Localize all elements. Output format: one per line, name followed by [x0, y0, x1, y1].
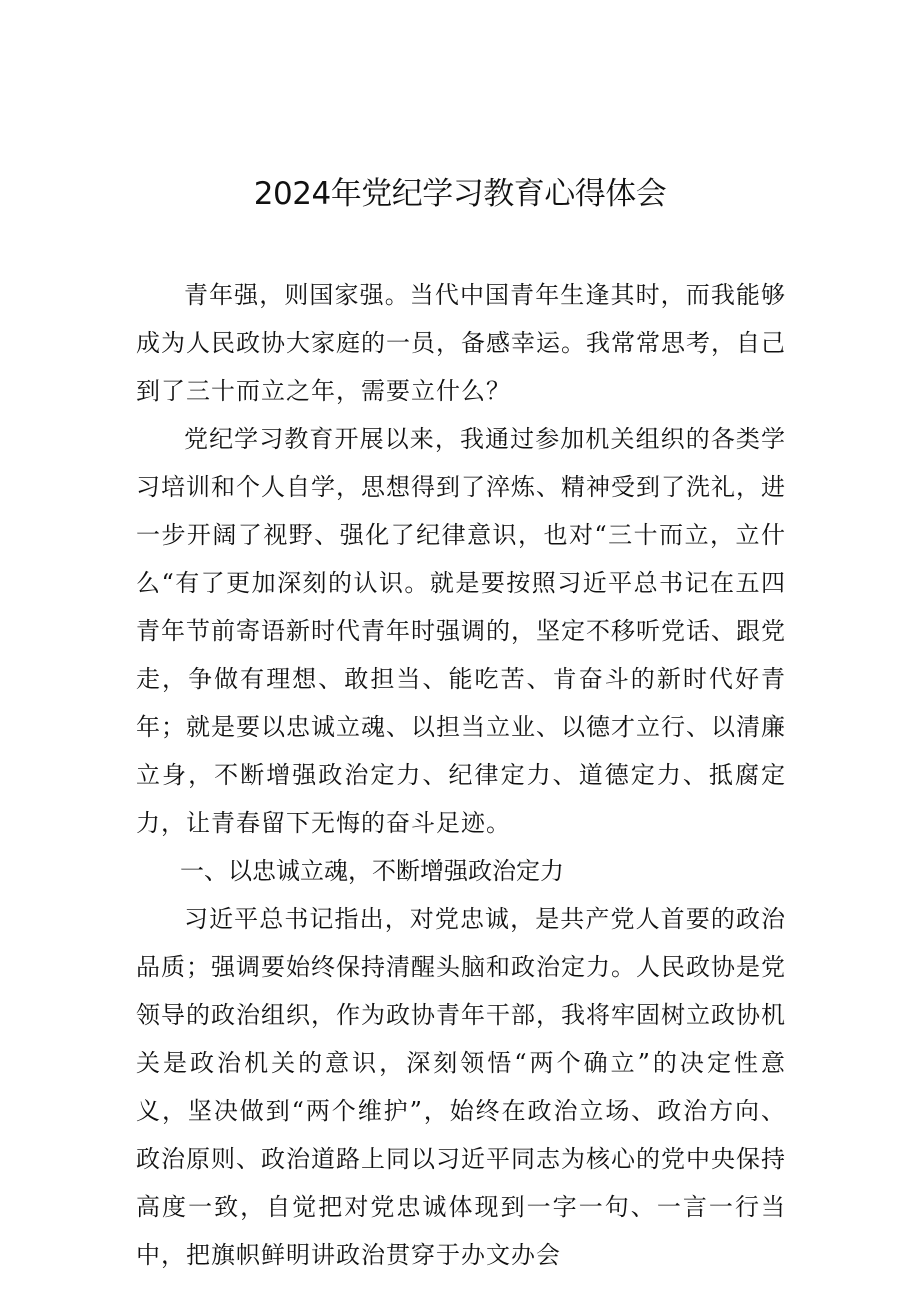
paragraph-intro: 青年强，则国家强。当代中国青年生逢其时，而我能够成为人民政协大家庭的一员，备感幸运。我常常思考，自己到了三十而立之年，需要立什么？: [136, 281, 786, 405]
document-title: 2024年党纪学习教育心得体会: [253, 176, 667, 212]
section-heading: 一、以忠诚立魂，不断增强政治定力: [180, 857, 564, 885]
document-body: [136, 271, 786, 1279]
paragraph-summary: 党纪学习教育开展以来，我通过参加机关组织的各类学习培训和个人自学，思想得到了淬炼、精神受到了洗礼，进一步开阔了视野、强化了纪律意识，也对“三十而立，立什么“有了更加深刻的认识。就是要按照习近平总书记在五四青年节前寄语新时代青年时强调的，坚定不移听党话、跟党走，争做有理想、敢担当、能吃苦、肯奋斗的新时代好青年；就是要以忠诚立魂、以担当立业、以德才立行、以清廉立身，不断增强政治定力、纪律定力、道德定力、抵腐定力，让青春留下无悔的奋斗足迹。: [136, 425, 786, 837]
paragraph-section-1: 习近平总书记指出，对党忠诚，是共产党人首要的政治品质；强调要始终保持清醒头脑和政治定力。人民政协是党领导的政治组织，作为政协青年干部，我将牢固树立政协机关是政治机关的意识，深刻领悟“两个确立”的决定性意义，坚决做到“两个维护”，始终在政治立场、政治方向、政治原则、政治道路上同以习近平同志为核心的党中央保持高度一致，自觉把对党忠诚体现到一字一句、一言一行当中，把旗帜鲜明讲政治贯穿于办文办会: [136, 905, 786, 1269]
